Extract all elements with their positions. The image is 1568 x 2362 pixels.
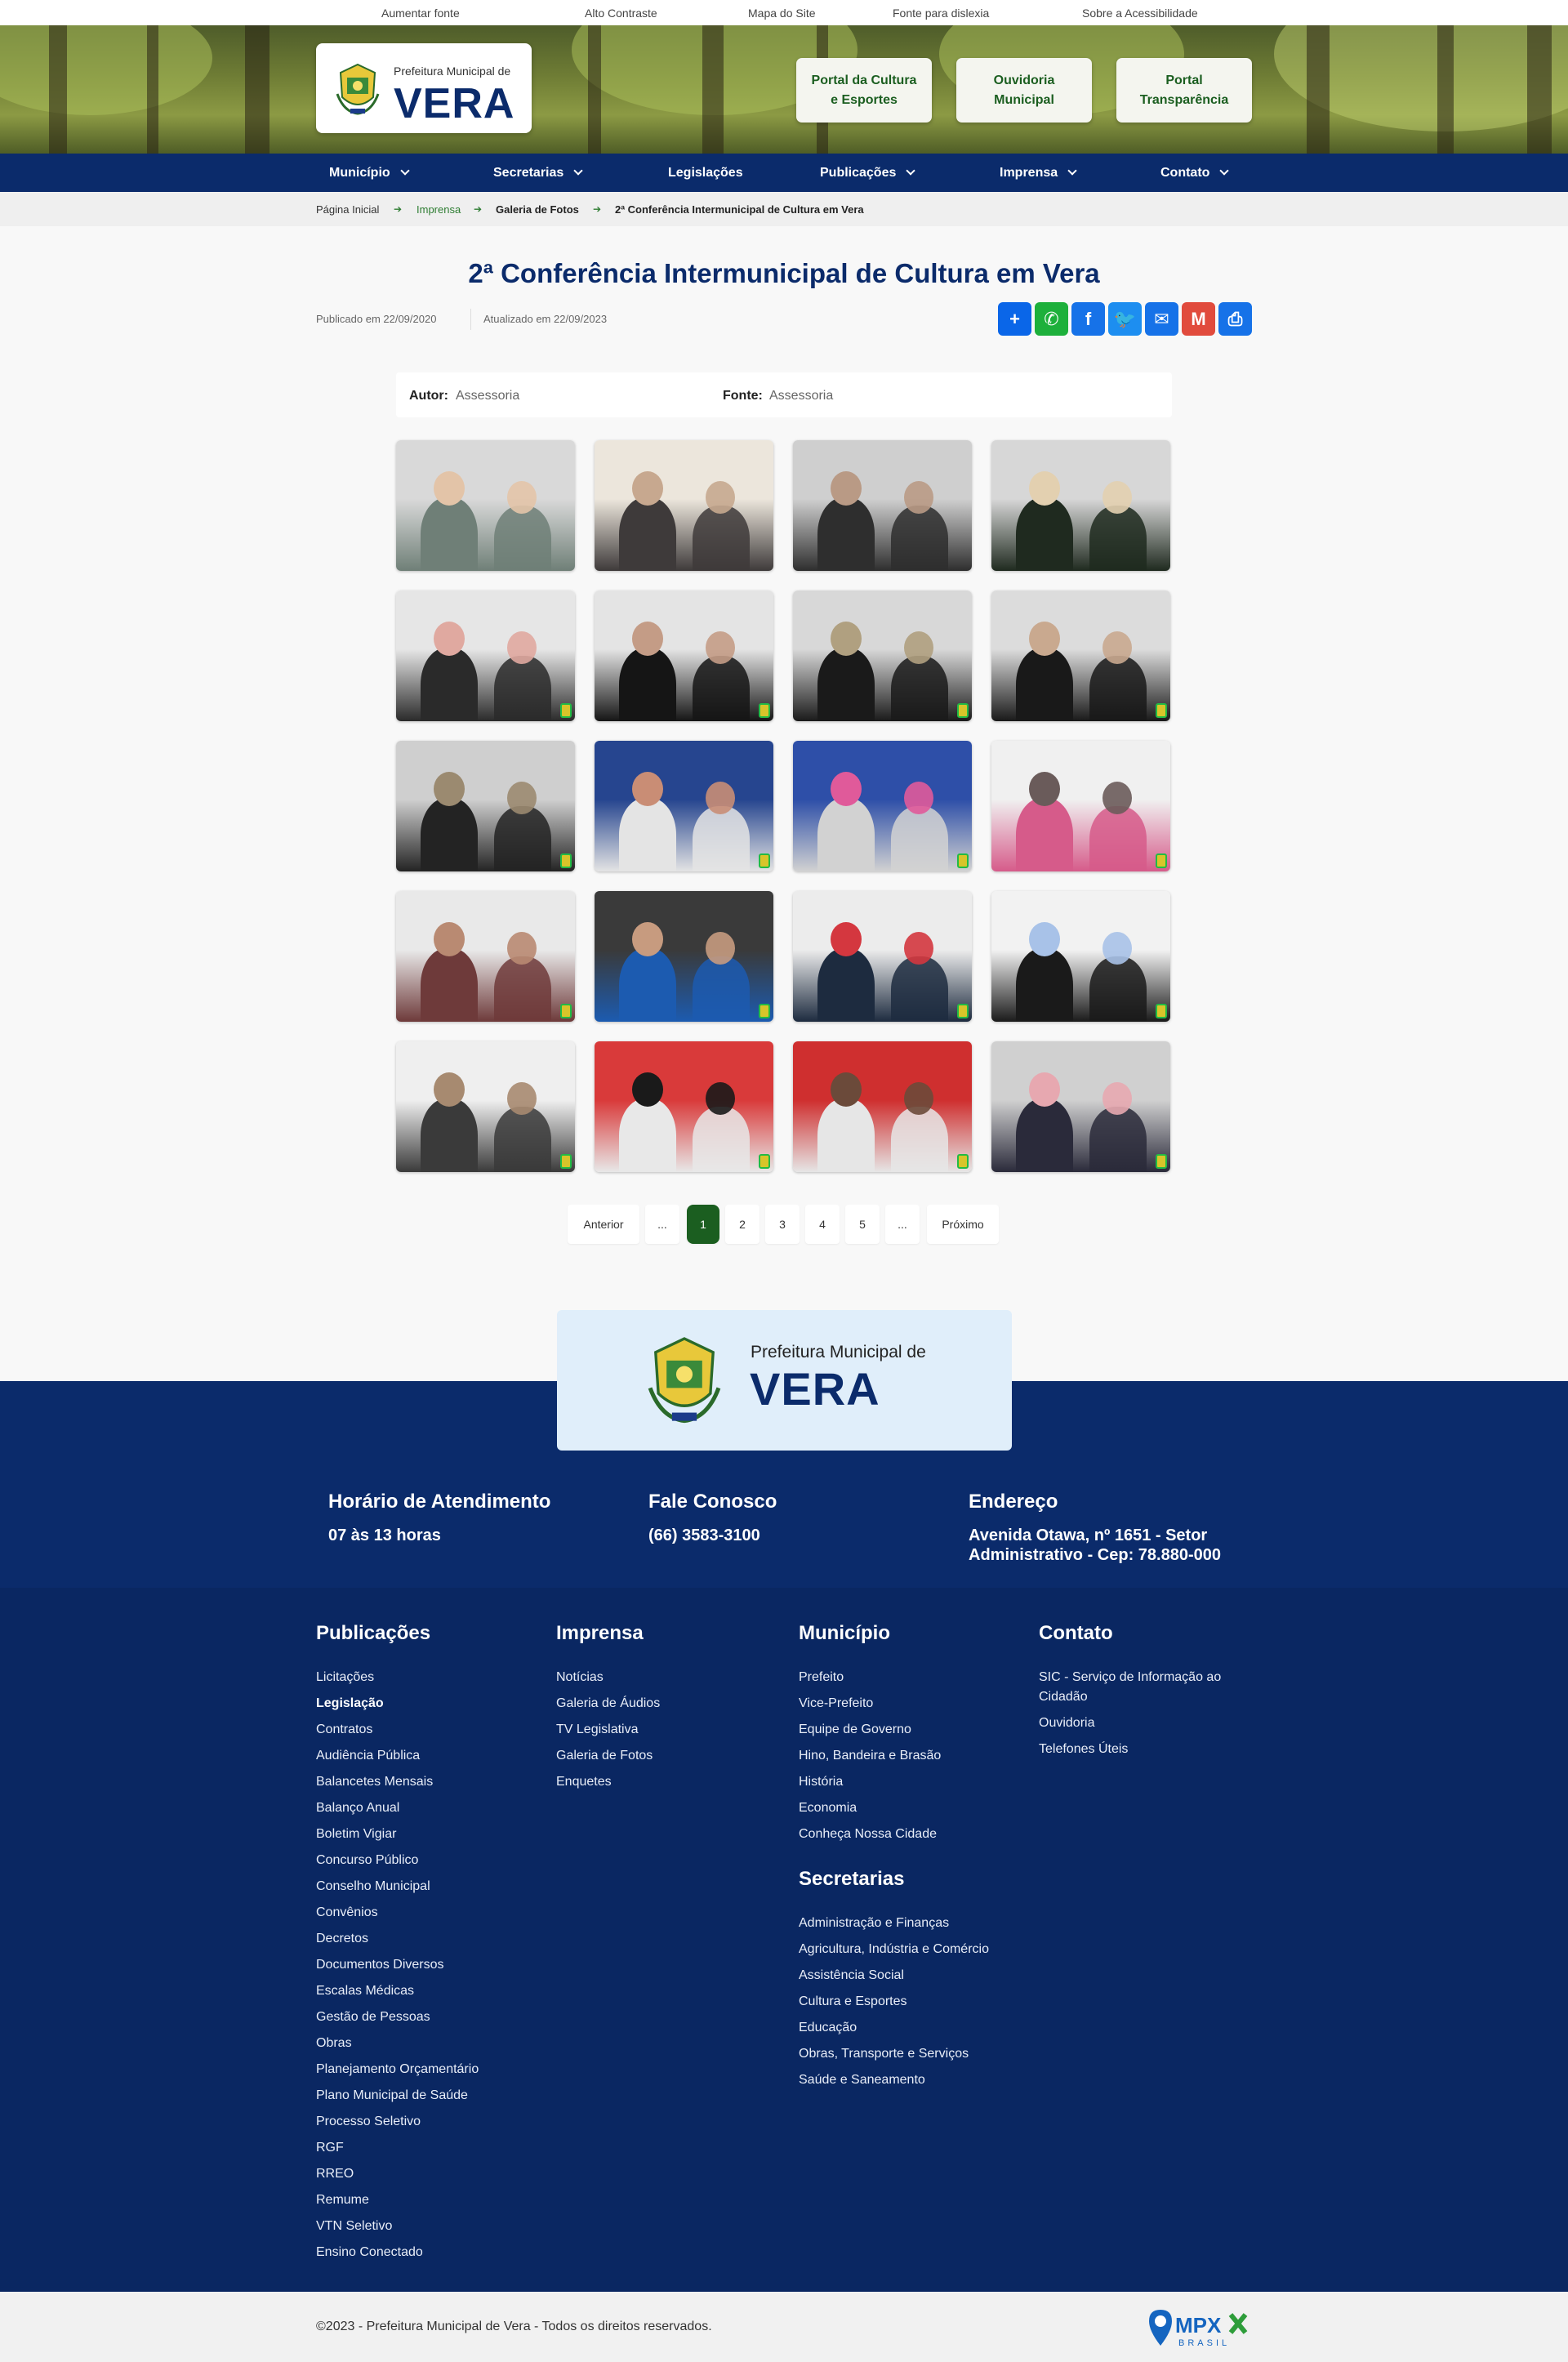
breadcrumb: [0, 192, 1568, 226]
phone-title: Fale Conosco: [648, 1491, 777, 1513]
coat-of-arms-icon: [332, 61, 383, 118]
footer-link[interactable]: SIC - Serviço de Informação ao Cidadão: [1039, 1670, 1222, 1704]
nav-imprensa[interactable]: [1000, 154, 1076, 192]
footer-link[interactable]: Plano Municipal de Saúde: [316, 2088, 468, 2102]
arrow-right-icon: ➔: [474, 203, 483, 215]
breadcrumb-home[interactable]: Página Inicial: [316, 203, 380, 216]
chevron-down-icon: [574, 166, 583, 175]
site-logo[interactable]: [316, 43, 532, 133]
logo-prefix: Prefeitura Municipal de: [394, 65, 511, 78]
pagination-ellipsis[interactable]: ...: [645, 1205, 679, 1244]
copyright-text: ©2023 - Prefeitura Municipal de Vera - Todos os direitos reservados.: [316, 2320, 712, 2333]
chevron-down-icon: [1067, 166, 1076, 175]
nav-contato[interactable]: [1160, 154, 1227, 192]
high-contrast-link[interactable]: Alto Contraste: [585, 7, 657, 20]
main-navigation: [0, 154, 1568, 192]
gmail-icon[interactable]: M: [1182, 302, 1215, 336]
gallery-photo[interactable]: [793, 891, 972, 1022]
arrow-right-icon: ➔: [394, 203, 403, 215]
gallery-photo[interactable]: [396, 440, 575, 571]
footer-link[interactable]: Balancetes Mensais: [316, 1775, 434, 1789]
gallery-photo[interactable]: [396, 741, 575, 871]
footer-link[interactable]: Ouvidoria: [1039, 1716, 1095, 1730]
gallery-photo[interactable]: [595, 440, 773, 571]
svg-text:BRASIL: BRASIL: [1178, 2338, 1231, 2348]
footer-link[interactable]: Remume: [316, 2193, 369, 2207]
gallery-photo[interactable]: [793, 440, 972, 571]
footer-link[interactable]: História: [799, 1775, 844, 1789]
address-value: Avenida Otawa, nº 1651 - Setor Administrativo - Cep: 78.880-000: [969, 1526, 1221, 1564]
chevron-down-icon: [906, 166, 915, 175]
footer-link[interactable]: TV Legislativa: [556, 1722, 639, 1736]
nav-municipio[interactable]: [329, 154, 408, 192]
footer-link[interactable]: Saúde e Saneamento: [799, 2073, 925, 2087]
increase-font-link[interactable]: Aumentar fonte: [381, 7, 460, 20]
gallery-photo[interactable]: [793, 1041, 972, 1172]
pagination-prev[interactable]: Anterior: [568, 1205, 639, 1244]
footer-col-imprensa-title: Imprensa: [556, 1622, 644, 1644]
nav-label: Município: [329, 165, 390, 180]
footer-link[interactable]: Escalas Médicas: [316, 1984, 415, 1998]
developer-logo[interactable]: [1146, 2306, 1252, 2351]
share-plus-icon[interactable]: +: [998, 302, 1031, 336]
whatsapp-icon[interactable]: ✆: [1035, 302, 1068, 336]
chevron-down-icon: [1220, 166, 1229, 175]
logo-name: VERA: [394, 80, 515, 127]
nav-secretarias[interactable]: [493, 154, 581, 192]
pagination-page-2[interactable]: 2: [725, 1205, 760, 1244]
gallery-photo[interactable]: [991, 891, 1170, 1022]
forest-background: [0, 25, 1568, 154]
nav-publicacoes[interactable]: [820, 154, 914, 192]
svg-text:MPX: MPX: [1175, 2313, 1222, 2337]
phone-value[interactable]: (66) 3583-3100: [648, 1526, 760, 1544]
pagination-page-4[interactable]: 4: [805, 1205, 840, 1244]
arrow-right-icon: ➔: [593, 203, 602, 215]
nav-label: Publicações: [820, 165, 897, 180]
footer-link[interactable]: Galeria de Áudios: [556, 1696, 661, 1710]
footer-logo-prefix: Prefeitura Municipal de: [751, 1343, 926, 1361]
footer-link[interactable]: Licitações: [316, 1670, 375, 1684]
pagination-page-3[interactable]: 3: [765, 1205, 800, 1244]
page-title: 2ª Conferência Intermunicipal de Cultura em Vera: [468, 258, 1100, 288]
footer-link[interactable]: VTN Seletivo: [316, 2219, 393, 2233]
footer-link[interactable]: Concurso Público: [316, 1853, 419, 1867]
gallery-photo[interactable]: [595, 1041, 773, 1172]
print-icon[interactable]: ⎙: [1218, 302, 1252, 336]
footer-link[interactable]: Obras: [316, 2036, 352, 2050]
source-value: Assessoria: [769, 389, 834, 403]
transparency-portal-button[interactable]: Portal Transparência: [1116, 58, 1252, 123]
footer-link[interactable]: Balanço Anual: [316, 1801, 400, 1815]
about-accessibility-link[interactable]: Sobre a Acessibilidade: [1082, 7, 1198, 20]
pagination-next[interactable]: Próximo: [927, 1205, 999, 1244]
footer-link[interactable]: Notícias: [556, 1670, 604, 1684]
footer-link[interactable]: Equipe de Governo: [799, 1722, 911, 1736]
footer-link[interactable]: Obras, Transporte e Serviços: [799, 2047, 969, 2061]
twitter-icon[interactable]: 🐦: [1108, 302, 1142, 336]
gallery-photo[interactable]: [396, 1041, 575, 1172]
breadcrumb-current: 2ª Conferência Intermunicipal de Cultura em Vera: [615, 203, 864, 216]
footer-link[interactable]: Telefones Úteis: [1039, 1742, 1129, 1756]
nav-label: Imprensa: [1000, 165, 1058, 180]
meta-divider: [470, 309, 471, 330]
gallery-photo[interactable]: [793, 590, 972, 721]
footer-link[interactable]: Conselho Municipal: [316, 1879, 430, 1893]
gallery-photo[interactable]: [793, 741, 972, 871]
published-date: Publicado em 22/09/2020: [316, 313, 437, 325]
ombudsman-button[interactable]: Ouvidoria Municipal: [956, 58, 1092, 123]
breadcrumb-gallery[interactable]: Galeria de Fotos: [496, 203, 579, 216]
footer-link[interactable]: Assistência Social: [799, 1968, 904, 1982]
pagination-page-1[interactable]: 1: [687, 1205, 719, 1244]
footer-link[interactable]: Legislação: [316, 1696, 384, 1710]
footer-links: [0, 1588, 1568, 2292]
footer-link[interactable]: Planejamento Orçamentário: [316, 2062, 479, 2076]
footer-link[interactable]: Documentos Diversos: [316, 1958, 444, 1972]
footer-link[interactable]: Contratos: [316, 1722, 373, 1736]
facebook-icon[interactable]: f: [1071, 302, 1105, 336]
footer-link[interactable]: RREO: [316, 2167, 354, 2181]
footer-link[interactable]: Economia: [799, 1801, 858, 1815]
gallery-photo[interactable]: [595, 891, 773, 1022]
footer-link[interactable]: Audiência Pública: [316, 1749, 421, 1763]
footer-link[interactable]: Prefeito: [799, 1670, 844, 1684]
footer-link[interactable]: Enquetes: [556, 1775, 612, 1789]
nav-label: Secretarias: [493, 165, 564, 180]
chevron-down-icon: [400, 166, 409, 175]
accessibility-bar: [0, 0, 1568, 25]
author-value: Assessoria: [456, 389, 520, 403]
footer-link[interactable]: Boletim Vigiar: [316, 1827, 397, 1841]
hours-value: 07 às 13 horas: [328, 1526, 441, 1544]
address-title: Endereço: [969, 1491, 1058, 1513]
footer-link[interactable]: Conheça Nossa Cidade: [799, 1827, 937, 1841]
footer-link[interactable]: Convênios: [316, 1905, 378, 1919]
footer-link[interactable]: Educação: [799, 2021, 858, 2034]
culture-portal-button[interactable]: Portal da Cultura e Esportes: [796, 58, 932, 123]
breadcrumb-imprensa[interactable]: Imprensa: [416, 203, 461, 216]
footer-link[interactable]: Decretos: [316, 1932, 369, 1945]
footer-link[interactable]: Hino, Bandeira e Brasão: [799, 1749, 942, 1763]
pagination-ellipsis[interactable]: ...: [885, 1205, 920, 1244]
gallery-photo[interactable]: [991, 440, 1170, 571]
nav-label: Contato: [1160, 165, 1210, 180]
footer-link[interactable]: Galeria de Fotos: [556, 1749, 653, 1763]
site-map-link[interactable]: Mapa do Site: [748, 7, 816, 20]
footer-col-publicacoes-title: Publicações: [316, 1622, 431, 1644]
author-label: Autor:: [409, 389, 448, 403]
hours-title: Horário de Atendimento: [328, 1491, 551, 1513]
gallery-photo[interactable]: [991, 1041, 1170, 1172]
email-icon[interactable]: ✉: [1145, 302, 1178, 336]
footer-link[interactable]: Ensino Conectado: [316, 2245, 423, 2259]
site-header: [0, 25, 1568, 154]
pagination-page-5[interactable]: 5: [845, 1205, 880, 1244]
footer-link[interactable]: Processo Seletivo: [316, 2115, 421, 2128]
footer-link[interactable]: Gestão de Pessoas: [316, 2010, 430, 2024]
footer-col-municipio-title: Município: [799, 1622, 890, 1644]
footer-link[interactable]: RGF: [316, 2141, 344, 2155]
source-label: Fonte:: [723, 389, 763, 403]
gallery-photo[interactable]: [595, 590, 773, 721]
gallery-photo[interactable]: [396, 590, 575, 721]
gallery-photo[interactable]: [396, 891, 575, 1022]
footer-col-secretarias-title: Secretarias: [799, 1868, 905, 1890]
nav-label: Legislações: [668, 165, 743, 180]
updated-date: Atualizado em 22/09/2023: [483, 313, 608, 325]
footer-link[interactable]: Administração e Finanças: [799, 1916, 950, 1930]
footer-link[interactable]: Vice-Prefeito: [799, 1696, 874, 1710]
gallery-photo[interactable]: [991, 590, 1170, 721]
footer-link[interactable]: Cultura e Esportes: [799, 1994, 907, 2008]
gallery-photo[interactable]: [991, 741, 1170, 871]
gallery-photo[interactable]: [595, 741, 773, 871]
footer-col-contato-title: Contato: [1039, 1622, 1113, 1644]
coat-of-arms-icon: [642, 1333, 727, 1429]
footer-link[interactable]: Agricultura, Indústria e Comércio: [799, 1942, 989, 1956]
footer-logo-name: VERA: [750, 1363, 880, 1415]
nav-legislacoes[interactable]: [668, 154, 743, 192]
copyright-bar: [0, 2292, 1568, 2362]
footer-logo[interactable]: [557, 1310, 1012, 1451]
author-source-box: [396, 372, 1172, 417]
dyslexia-font-link[interactable]: Fonte para dislexia: [893, 7, 990, 20]
